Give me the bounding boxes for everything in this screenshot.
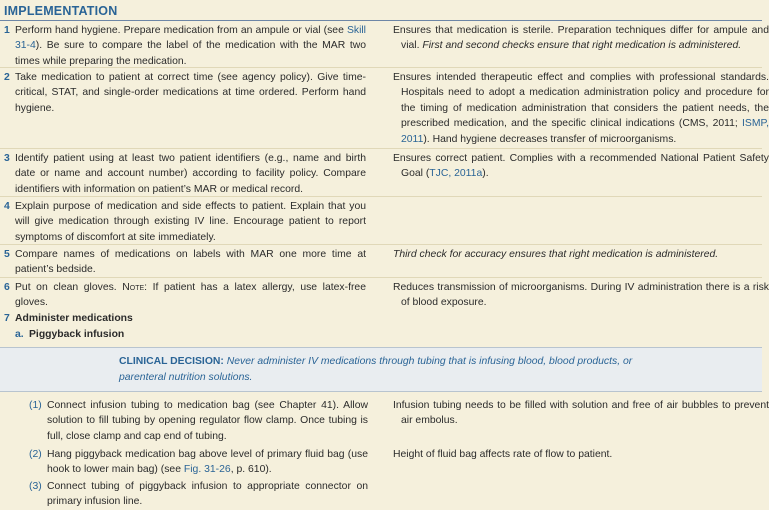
substep-letter: a. — [15, 329, 24, 340]
step-number: 4 — [4, 201, 10, 212]
section-title: IMPLEMENTATION — [4, 4, 118, 18]
ismp-link[interactable]: ISMP, 2011 — [401, 118, 769, 145]
step-3-action: Identify patient using at least two patient identifiers (e.g., name and birth date or name and account number) according to facility policy. Compare identifiers with information on patient’s MAR or medical record. — [15, 153, 366, 195]
substep-1-rationale: Infusion tubing needs to be filled with solution and free of air bubbles to prevent air embolus. — [393, 400, 769, 427]
substep-1-action: Connect infusion tubing to medication bag (see Chapter 41). Allow solution to fill tubing by opening regulator flow clamp. Once tubing is full, close clamp and cap end of tubing. — [47, 400, 368, 442]
clinical-decision-text: CLINICAL DECISION: Never administer IV medications through tubing that is infusing blood, blood products, or parenteral nutrition solutions. — [119, 356, 633, 383]
substep-number: (1) — [29, 400, 42, 411]
step-3-rationale: Ensures correct patient. Complies with a recommended National Patient Safety Goal (TJC, 2011a). — [393, 153, 769, 180]
substep-2-rationale: Height of fluid bag affects rate of flow to patient. — [393, 449, 613, 460]
step-number: 2 — [4, 72, 10, 83]
figure-link[interactable]: Fig. 31-26 — [183, 464, 231, 476]
step-number: 1 — [4, 25, 10, 36]
substep-number: (2) — [29, 449, 42, 460]
clinical-decision-box — [0, 347, 762, 392]
step-number: 6 — [4, 282, 10, 293]
section-header — [0, 4, 762, 21]
note-label: Note: — [122, 282, 148, 293]
step-number: 7 — [4, 313, 10, 324]
step-4-action: Explain purpose of medication and side effects to patient. Explain that you will give medication through existing IV line. Encourage patient to report symptoms of discomfort at site immediately. — [15, 201, 366, 243]
substep-2-action: Hang piggyback medication bag above level of primary fluid bag (use hook to lower main bag) (see Fig. 31-26, p. 610). — [47, 449, 368, 476]
substep-number: (3) — [29, 481, 42, 492]
step-number: 5 — [4, 249, 10, 260]
step-5-action: Compare names of medications on labels with MAR one more time at patient’s bedside. — [15, 249, 366, 276]
step-6-rationale: Reduces transmission of microorganisms. During IV administration there is a risk of blood exposure. — [393, 282, 769, 309]
step-2-rationale: Ensures intended therapeutic effect and complies with professional standards. Hospitals need to adopt a medication administration policy and procedure for the timing of medication administration that considers the patient needs, the prescribed medication, and the specific clinical indications (CMS, 2011; ISMP, 2011). Hand hygiene decreases transfer of microorganisms. — [393, 72, 769, 145]
step-6-action: Put on clean gloves. Note: If patient has a latex allergy, use latex-free gloves. — [15, 282, 366, 309]
substep-3-action: Connect tubing of piggyback infusion to appropriate connector on primary infusion line. — [47, 481, 368, 508]
step-number: 3 — [4, 153, 10, 164]
step-1-action: Perform hand hygiene. Prepare medication from an ampule or vial (see Skill 31-4). Be sure to compare the label of the medication with the MAR two times while preparing the medication. — [15, 25, 366, 67]
piggyback-heading: Piggyback infusion — [29, 329, 125, 340]
step-5-rationale: Third check for accuracy ensures that right medication is administered. — [393, 249, 719, 260]
clinical-decision-label: CLINICAL DECISION: — [119, 356, 224, 367]
step-1-rationale: Ensures that medication is sterile. Preparation techniques differ for ampule and vial. First and second checks ensure that right medication is administered. — [393, 25, 769, 52]
step-2-action: Take medication to patient at correct time (see agency policy). Give time-critical, STAT, and single-order medications at time ordered. Perform hand hygiene. — [15, 72, 366, 114]
tjc-link[interactable]: TJC, 2011a — [429, 168, 483, 180]
step-7-heading: Administer medications — [15, 313, 133, 324]
skill-link[interactable]: Skill 31-4 — [15, 25, 366, 52]
